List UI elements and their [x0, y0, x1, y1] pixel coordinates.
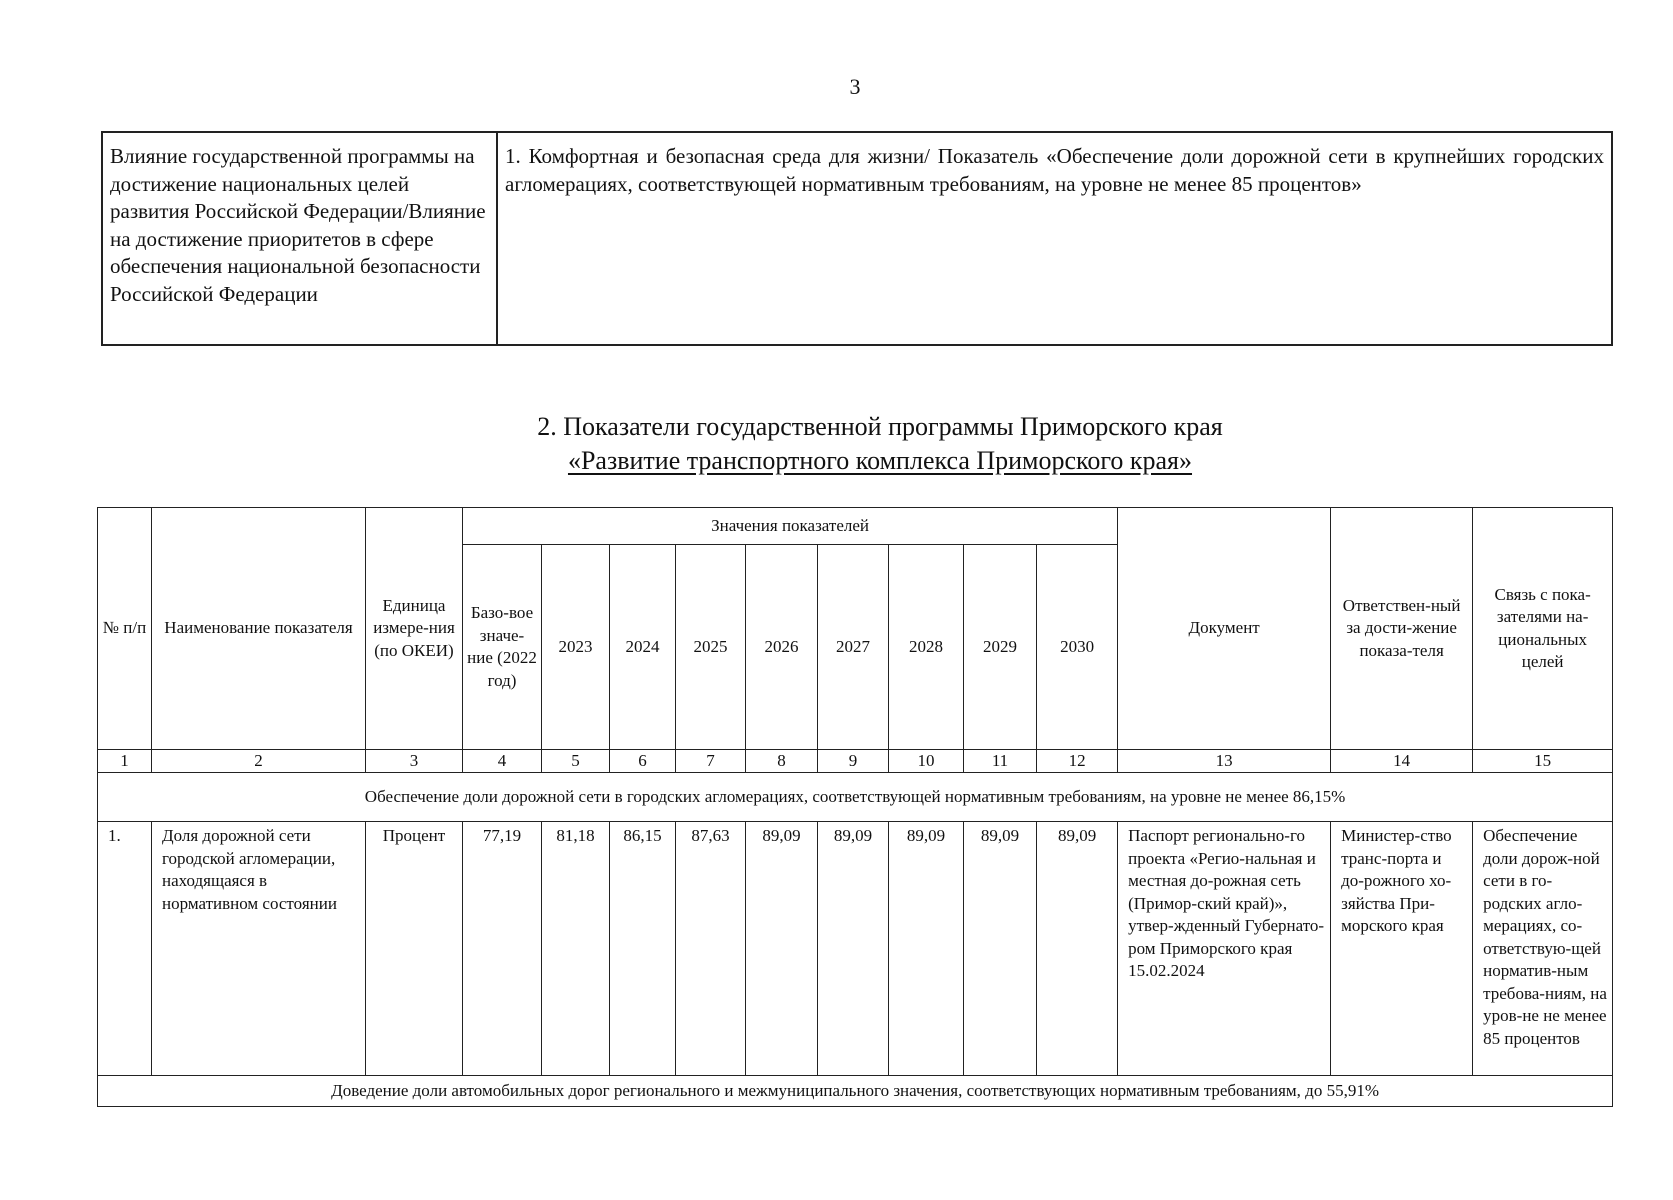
column-number: 11: [964, 750, 1037, 773]
section-title: [0, 410, 1673, 478]
header-year: 2029: [964, 545, 1037, 750]
impact-table: [101, 131, 1613, 346]
column-number: 3: [366, 750, 463, 773]
page-number: 3: [849, 74, 861, 99]
column-number: 12: [1037, 750, 1118, 773]
row-responsible: Министер-ство транс-порта и до-рожного хо-зяйства При-морского края: [1331, 822, 1473, 1076]
header-year: 2030: [1037, 545, 1118, 750]
column-number: 15: [1473, 750, 1613, 773]
header-year: 2027: [818, 545, 889, 750]
column-number: 2: [152, 750, 366, 773]
header-year: 2024: [610, 545, 676, 750]
header-document: Документ: [1118, 508, 1331, 750]
header-num: № п/п: [98, 508, 152, 750]
header-year: 2023: [542, 545, 610, 750]
indicators-table: [97, 507, 1613, 1107]
row-value: 86,15: [610, 822, 676, 1076]
column-number: 6: [610, 750, 676, 773]
header-unit: Единица измере-ния (по ОКЕИ): [366, 508, 463, 750]
row-value: 81,18: [542, 822, 610, 1076]
header-year: 2028: [889, 545, 964, 750]
column-number: 7: [676, 750, 746, 773]
impact-text: 1. Комфортная и безопасная среда для жизни/ Показатель «Обеспечение доли дорожной сети в крупнейших городских агломерациях, соответствующей нормативным требованиям, на уровне не менее 85 процентов»: [497, 132, 1612, 345]
row-value: 89,09: [818, 822, 889, 1076]
column-number: 4: [463, 750, 542, 773]
row-base-value: 77,19: [463, 822, 542, 1076]
column-number: 13: [1118, 750, 1331, 773]
row-value: 87,63: [676, 822, 746, 1076]
row-link: Обеспечение доли дорож-ной сети в го-родских агло-мерациях, со-ответствую-щей норматив-ным требова-ниям, на уров-не не менее 85 процентов: [1473, 822, 1613, 1076]
header-year: 2025: [676, 545, 746, 750]
row-num: 1.: [98, 822, 152, 1076]
row-unit: Процент: [366, 822, 463, 1076]
row-document: Паспорт регионально-го проекта «Регио-нальная и местная до-рожная сеть (Примор-ский край)», утвер-жденный Губернато-ром Приморского края 15.02.2024: [1118, 822, 1331, 1076]
row-value: 89,09: [746, 822, 818, 1076]
group-heading: Доведение доли автомобильных дорог регионального и межмуниципального значения, соответствующих нормативным требованиям, до 55,91%: [98, 1076, 1613, 1107]
header-year: 2026: [746, 545, 818, 750]
row-value: 89,09: [889, 822, 964, 1076]
impact-label: Влияние государственной программы на достижение национальных целей развития Российской Федерации/Влияние на достижение приоритетов в сфере обеспечения национальной безопасности Российской Федерации: [102, 132, 497, 345]
header-base: Базо-вое значе-ние (2022 год): [463, 545, 542, 750]
section-title-line1: 2. Показатели государственной программы Приморского края: [537, 412, 1223, 441]
column-number: 9: [818, 750, 889, 773]
row-value: 89,09: [1037, 822, 1118, 1076]
column-number: 10: [889, 750, 964, 773]
header-name: Наименование показателя: [152, 508, 366, 750]
row-name: Доля дорожной сети городской агломерации, находящаяся в нормативном состоянии: [152, 822, 366, 1076]
row-value: 89,09: [964, 822, 1037, 1076]
table-row: [98, 822, 1613, 1076]
group-heading: Обеспечение доли дорожной сети в городских агломерациях, соответствующей нормативным требованиям, на уровне не менее 86,15%: [98, 773, 1613, 822]
column-number: 1: [98, 750, 152, 773]
header-responsible: Ответствен-ный за дости-жение показа-теля: [1331, 508, 1473, 750]
column-number: 5: [542, 750, 610, 773]
section-title-line2: «Развитие транспортного комплекса Приморского края»: [567, 446, 1193, 475]
header-link: Связь с пока-зателями на-циональных целей: [1473, 508, 1613, 750]
header-values-group: Значения показателей: [463, 508, 1118, 545]
column-number-row: [98, 750, 1613, 773]
column-number: 8: [746, 750, 818, 773]
column-number: 14: [1331, 750, 1473, 773]
